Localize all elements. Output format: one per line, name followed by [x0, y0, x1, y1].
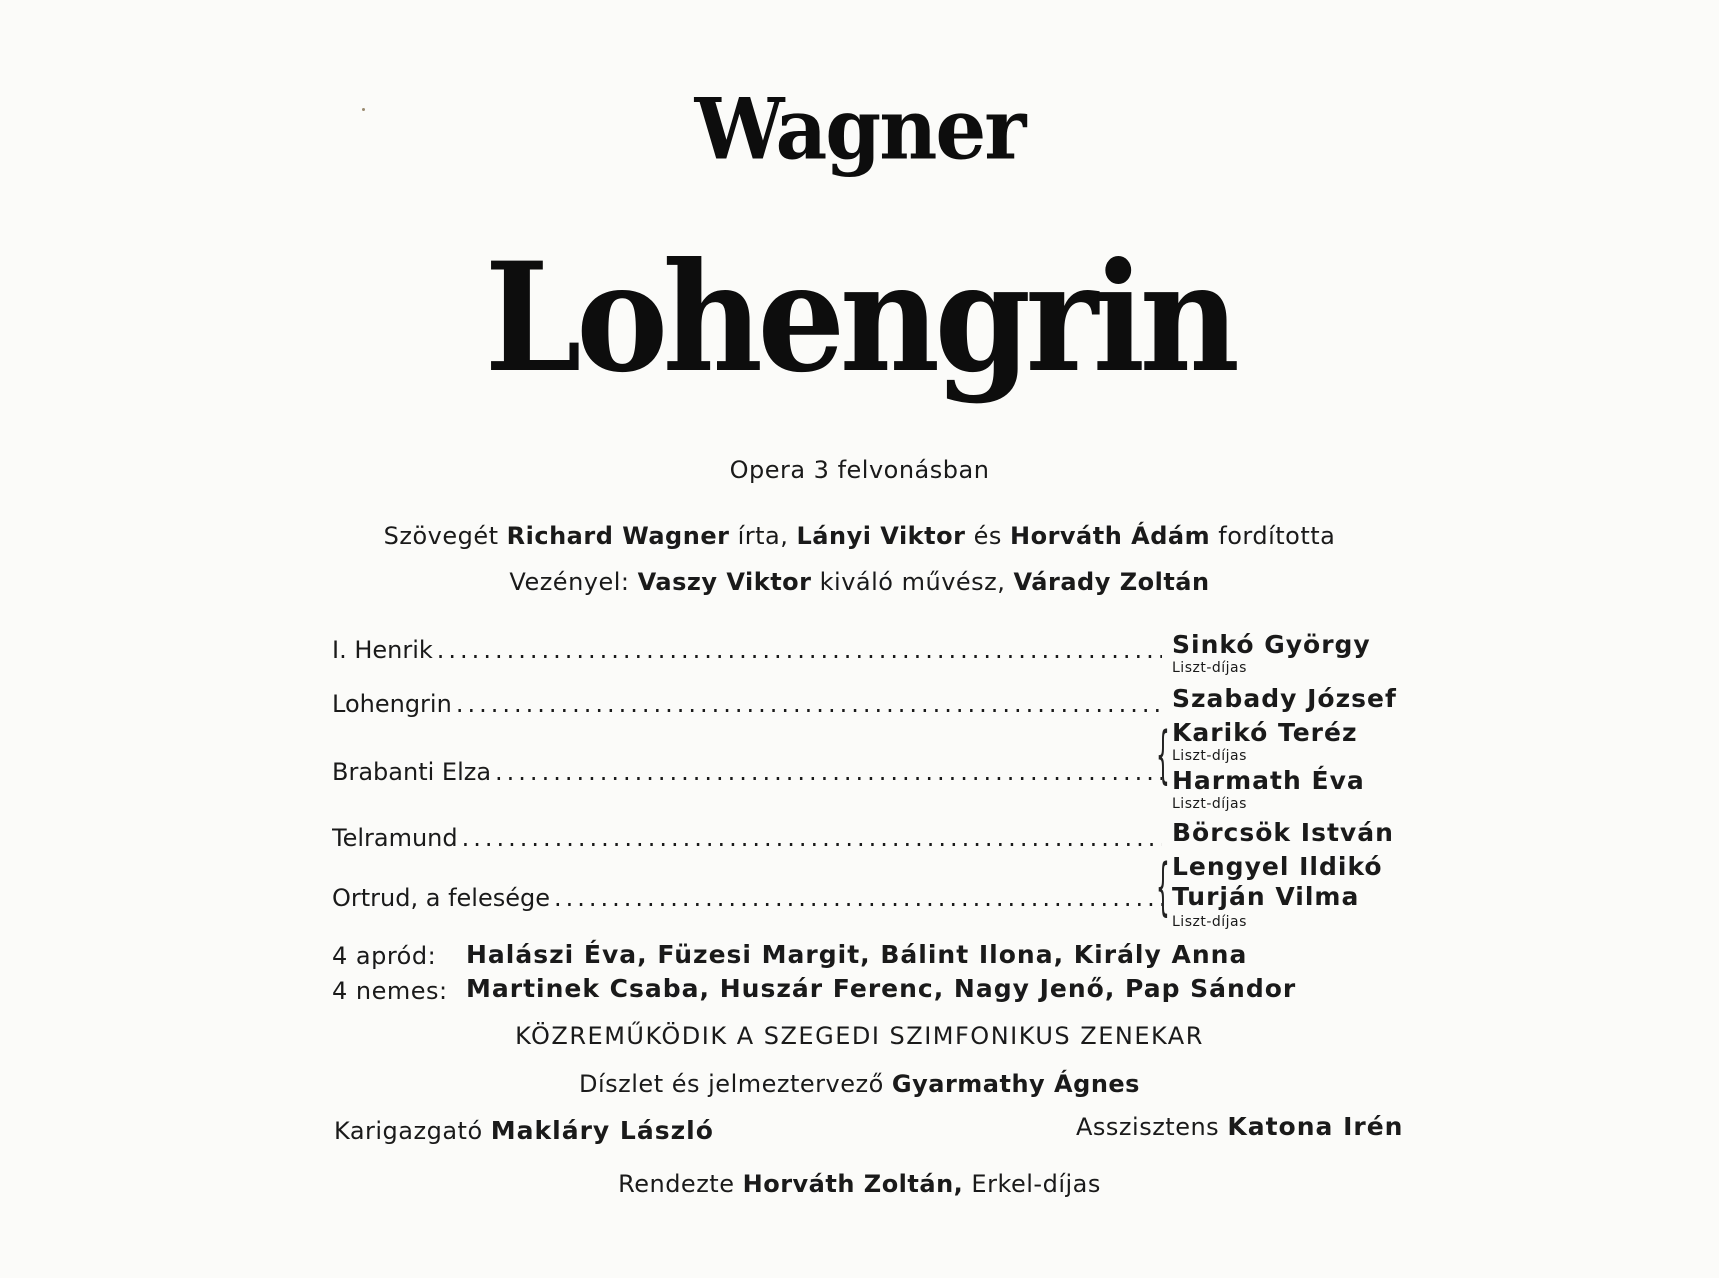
leader-dots: [554, 884, 1162, 912]
translator-name: Horváth Ádám: [1010, 522, 1211, 550]
translator-name: Lányi Viktor: [796, 522, 966, 550]
nobles-singers: Martinek Csaba, Huszár Ferenc, Nagy Jenő, Pap Sándor: [466, 974, 1297, 1003]
singer-name: Börcsök István: [1172, 818, 1394, 847]
singer-name: Harmath Éva: [1172, 766, 1365, 795]
cast-row-henrik: [332, 636, 1162, 664]
cast-row-elza: [332, 758, 1162, 786]
brace-icon: {: [1156, 718, 1170, 791]
director-award: Erkel-díjas: [971, 1170, 1101, 1198]
design-label: Díszlet és jelmeztervező: [579, 1070, 884, 1098]
conductor-line: [0, 568, 1719, 596]
design-line: [0, 1070, 1719, 1098]
leader-dots: [456, 690, 1162, 718]
opera-title: Lohengrin: [484, 230, 1235, 406]
role-name: Telramund: [332, 824, 458, 852]
director-line: [0, 1170, 1719, 1198]
singer-name: Lengyel Ildikó: [1172, 852, 1383, 881]
pages-singers: Halászi Éva, Füzesi Margit, Bálint Ilona, Király Anna: [466, 940, 1248, 969]
conductor-title: kiváló művész,: [819, 568, 1006, 596]
chorus-label: Karigazgató: [334, 1117, 483, 1145]
orchestra-line: KÖZREMŰKÖDIK A SZEGEDI SZIMFONIKUS ZENEKAR: [515, 1022, 1204, 1050]
pages-label: 4 apród:: [332, 942, 437, 970]
conductor-label: Vezényel:: [509, 568, 630, 596]
leader-dots: [462, 824, 1162, 852]
libretto-text: és: [973, 522, 1002, 550]
leader-dots: [495, 758, 1162, 786]
assistant-label: Asszisztens: [1076, 1113, 1220, 1141]
pages-names: [466, 940, 1247, 969]
conductor-name: Vaszy Viktor: [637, 568, 812, 596]
subtitle: Opera 3 felvonásban: [729, 456, 990, 484]
singer-name: Szabady József: [1172, 684, 1397, 713]
brace-icon: {: [1156, 850, 1170, 923]
singer-award: Liszt-díjas: [1172, 660, 1247, 676]
singer-name: Karikó Teréz: [1172, 718, 1358, 747]
assistant-name: Katona Irén: [1227, 1112, 1404, 1141]
designer-name: Gyarmathy Ágnes: [891, 1070, 1140, 1098]
cast-row-ortrud: [332, 884, 1162, 912]
role-name: Lohengrin: [332, 690, 452, 718]
nobles-label: 4 nemes:: [332, 977, 448, 1005]
leader-dots: [437, 636, 1162, 664]
singer-name: Sinkó György: [1172, 630, 1371, 659]
role-name: Brabanti Elza: [332, 758, 492, 786]
libretto-text: írta,: [737, 522, 789, 550]
cast-row-telramund: [332, 824, 1162, 852]
libretto-author: Richard Wagner: [506, 522, 730, 550]
libretto-text: fordította: [1218, 522, 1336, 550]
singer-award: Liszt-díjas: [1172, 796, 1247, 812]
nobles-names: [466, 974, 1296, 1003]
cast-row-lohengrin: [332, 690, 1162, 718]
director-name: Horváth Zoltán,: [742, 1170, 964, 1198]
singer-award: Liszt-díjas: [1172, 914, 1247, 930]
singer-name: Turján Vilma: [1172, 882, 1360, 911]
assistant-line: [1076, 1112, 1403, 1141]
role-name: Ortrud, a felesége: [332, 884, 550, 912]
conductor-name: Várady Zoltán: [1013, 568, 1210, 596]
chorus-master-name: Makláry László: [490, 1116, 714, 1145]
libretto-text: Szövegét: [383, 522, 499, 550]
composer-name: Wagner: [694, 79, 1025, 179]
libretto-line: [0, 522, 1719, 550]
singer-award: Liszt-díjas: [1172, 748, 1247, 764]
role-name: I. Henrik: [332, 636, 433, 664]
chorus-line: [334, 1116, 714, 1145]
director-label: Rendezte: [618, 1170, 735, 1198]
